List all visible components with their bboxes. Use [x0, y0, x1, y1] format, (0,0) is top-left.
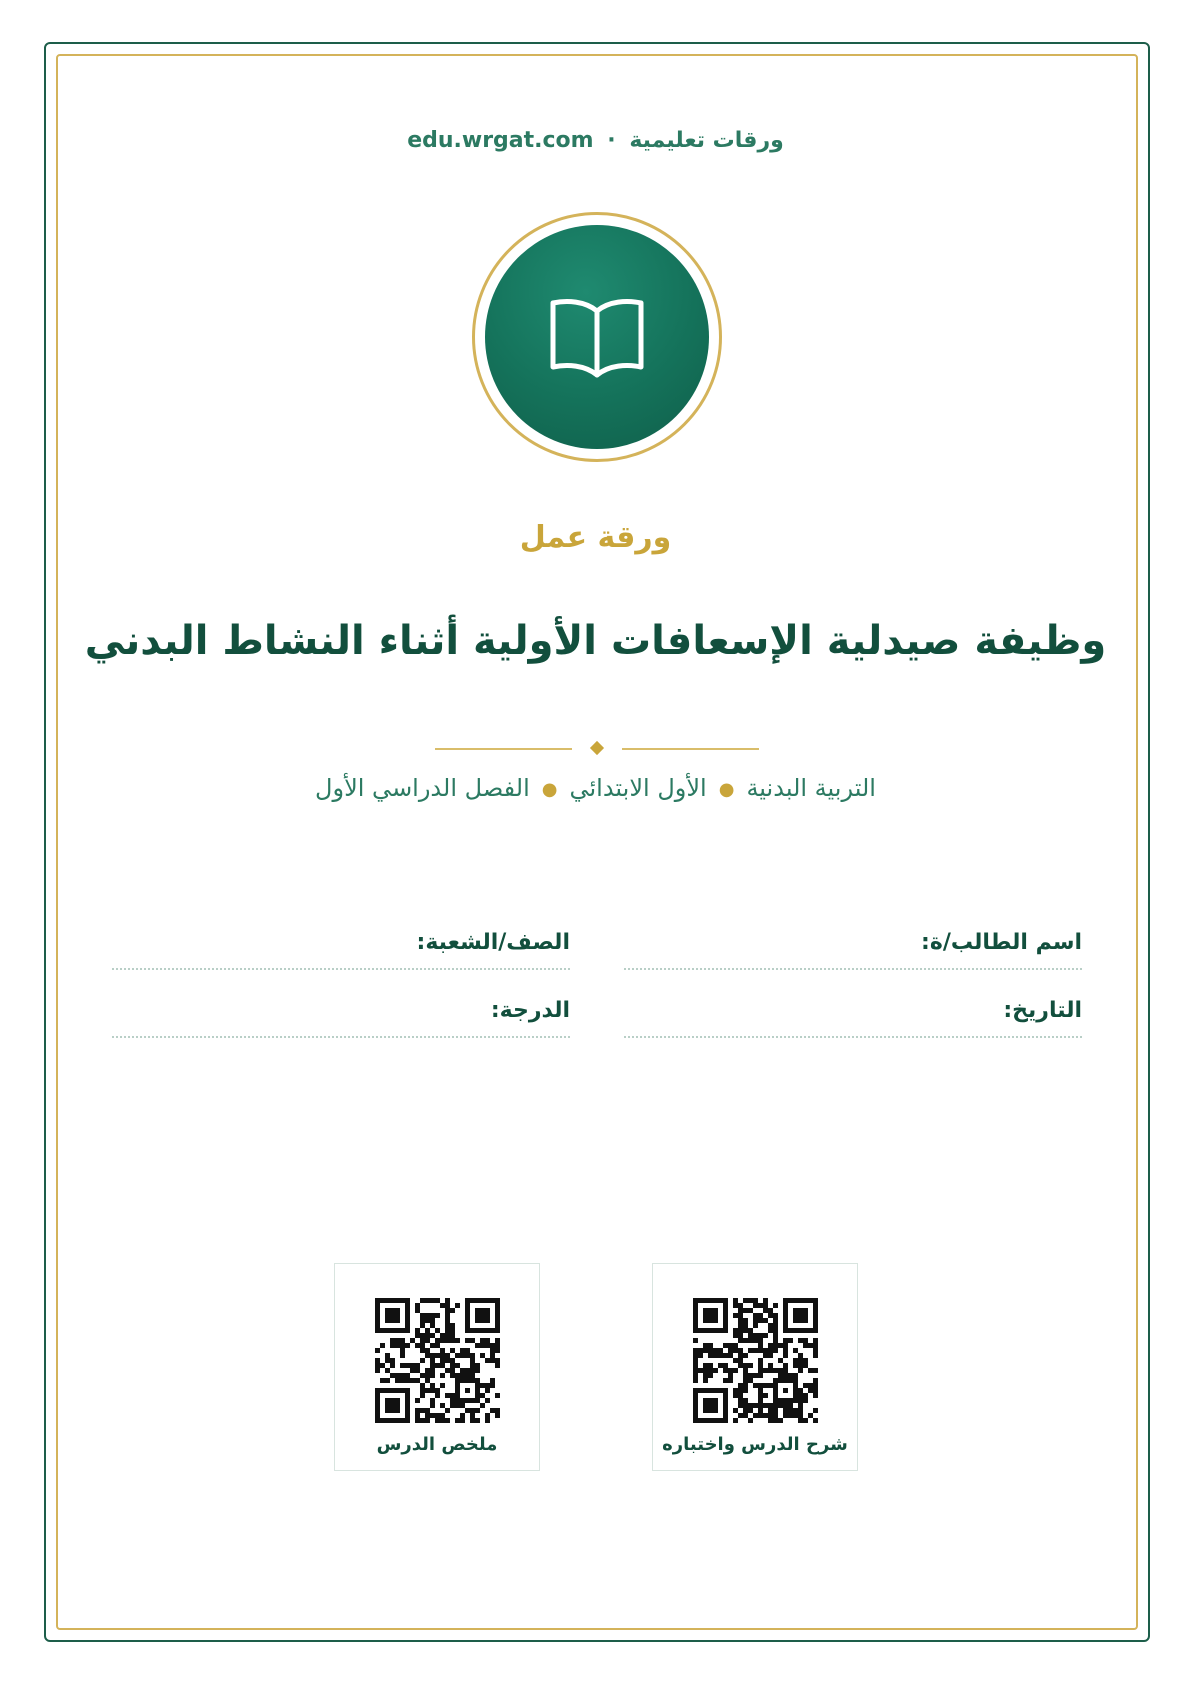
qr-code-icon	[693, 1298, 819, 1424]
meta-grade: الأول الابتدائي	[569, 774, 707, 802]
class-section-field[interactable]	[112, 928, 570, 970]
score-field[interactable]	[112, 996, 570, 1038]
qr-caption: ملخص الدرس	[376, 1434, 498, 1455]
header-separator: ·	[607, 128, 616, 153]
page-title: وظيفة صيدلية الإسعافات الأولية أثناء النشاط البدني	[84, 618, 1107, 664]
meta-term: الفصل الدراسي الأول	[315, 774, 530, 802]
class-section-label: الصف/الشعبة:	[416, 930, 570, 955]
score-label: الدرجة:	[490, 998, 570, 1023]
qr-card-lesson-summary[interactable]	[334, 1263, 540, 1471]
lesson-meta	[0, 774, 1191, 802]
open-book-icon	[547, 295, 647, 379]
qr-caption: شرح الدرس واختباره	[662, 1434, 848, 1455]
divider-right	[622, 748, 759, 750]
date-label: التاريخ:	[1003, 998, 1082, 1023]
site-url[interactable]: edu.wrgat.com	[407, 128, 594, 153]
bullet-icon: ●	[541, 778, 558, 800]
qr-card-lesson-explanation[interactable]	[652, 1263, 858, 1471]
divider-left	[435, 748, 572, 750]
site-header	[0, 128, 1191, 153]
student-name-field[interactable]	[624, 928, 1082, 970]
date-field[interactable]	[624, 996, 1082, 1038]
sheet-label: ورقة عمل	[519, 520, 672, 555]
qr-code-icon	[375, 1298, 501, 1424]
meta-subject: التربية البدنية	[746, 774, 876, 802]
student-name-label: اسم الطالب/ة:	[921, 930, 1082, 955]
bullet-icon: ●	[718, 778, 735, 800]
emblem	[485, 225, 709, 449]
site-name: ورقات تعليمية	[629, 128, 784, 153]
